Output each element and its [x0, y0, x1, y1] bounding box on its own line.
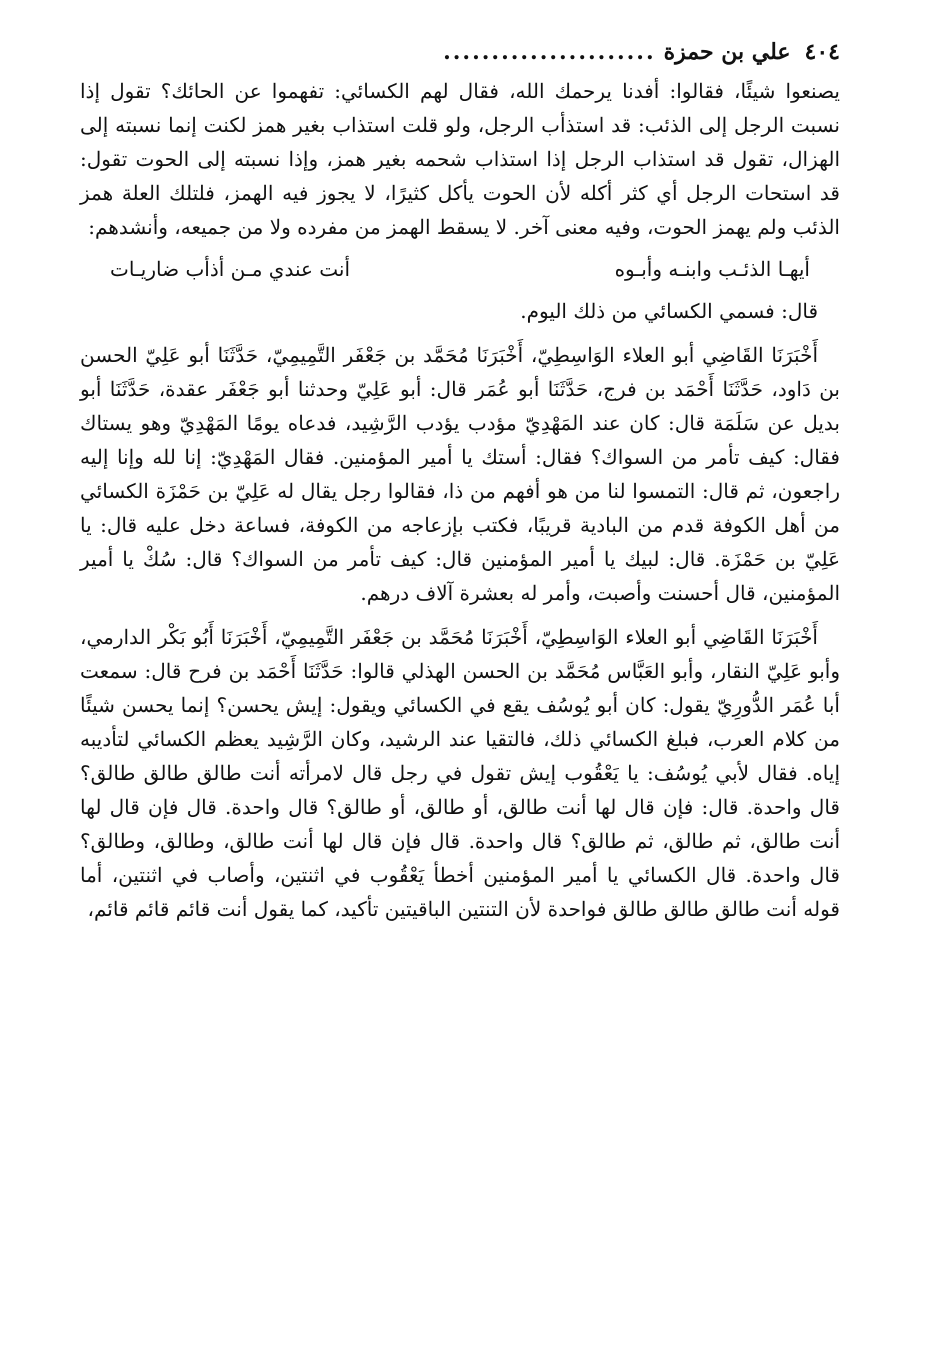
verse-first-hemistich: أيهـا الذئـب وابنـه وأبـوه — [614, 257, 810, 281]
header-dots: ...................... — [443, 39, 656, 65]
document-page — [80, 30, 840, 926]
paragraph: قال: فسمي الكسائي من ذلك اليوم. — [520, 299, 818, 323]
paragraph: أَخْبَرَنَا القَاضِي أبو العلاء الوَاسِطِيّ، أَخْبَرَنَا مُحَمَّد بن جَعْفَر التَّمِيمِيّ، أَخْبَرَنَا أَبُو بَكْر الدارمي، وأبو عَلِيّ النقار، وأبو العَبَّاس مُحَمَّد بن الحسن الهذلي قالوا: حَدَّثَنَا أَحْمَد بن فرح قال: سمعت أبا عُمَر الدُّورِيّ يقول: كان أبو يُوسُف يقع في الكسائي ويقول: إيش يحسن؟ إنما يحسن شيئًا من كلام العرب، فبلغ الكسائي ذلك، فالتقيا عند الرشيد، وكان الرَّشِيد يعظم الكسائي لتأديبه إياه. فقال لأبي يُوسُف: يا يَعْقُوب إيش تقول في رجل قال لامرأته أنت طالق طالق طالق؟ قال واحدة. قال: فإن قال لها أنت طالق، أو طالق، أو طالق؟ قال واحدة. قال فإن قال لها أنت طالق، ثم طالق، ثم طالق؟ قال واحدة. قال فإن قال لها أنت طالق، وطالق، وطالق؟ قال واحدة. قال الكسائي يا أمير المؤمنين أخطأ يَعْقُوب في اثنتين، وأصاب في اثنتين، أما قوله أنت طالق طالق طالق فواحدة لأن التنتين الباقيتين تأكيد، كما يقول أنت قائم قائم قائم، — [80, 625, 840, 921]
page-number: ٤٠٤ — [804, 39, 840, 65]
paragraph: أَخْبَرَنَا القَاضِي أبو العلاء الوَاسِطِيّ، أَخْبَرَنَا مُحَمَّد بن جَعْفَر التَّمِيمِيّ، حَدَّثَنَا أبو عَلِيّ الحسن بن دَاود، حَدَّثَنَا أَحْمَد بن فرج، حَدَّثَنَا أبو عُمَر قال: أبو عَلِيّ وحدثنا أبو جَعْفَر عقدة، حَدَّثَنَا أبو بديل عن سَلَمَة قال: كان عند المَهْدِيّ مؤدب يؤدب الرَّشِيد، فدعاه يومًا المَهْدِيّ وهو يستاك فقال: كيف تأمر من السواك؟ فقال: أستك يا أمير المؤمنين. فقال المَهْدِيّ: إنا لله وإنا إليه راجعون، ثم قال: التمسوا لنا من هو أفهم من ذا، فقالوا رجل يقال له عَلِيّ بن حَمْزَة الكسائي من أهل الكوفة قدم من البادية قريبًا، فكتب بإزعاجه من الكوفة، فساعة دخل عليه قال: يا عَلِيّ بن حَمْزَة. قال: لبيك يا أمير المؤمنين قال: كيف تأمر من السواك؟ قال: سُكْ يا أمير المؤمنين، قال أحسنت وأصبت، وأمر له بعشرة آلاف درهم. — [80, 343, 840, 605]
page-header — [80, 30, 840, 74]
poem-verse — [80, 244, 840, 294]
verse-second-hemistich: أنت عندي مـن أذأب ضاريـات — [110, 257, 351, 281]
paragraph: يصنعوا شيئًا، فقالوا: أفدنا يرحمك الله، فقال لهم الكسائي: تفهموا عن الحائك؟ تقول إذا نسبت الرجل إلى الذئب: قد استذأب الرجل، ولو قلت استذاب بغير همز لكنت إنما نسبته إلى الهزال، تقول قد استذاب الرجل إذا استذاب شحمه بغير همز، وإذا نسبته إلى الحوت تقول: قد استحات الرجل أي كثر أكله لأن الحوت يأكل كثيرًا، لا يجوز فيه الهمز، فلتلك العلة همز الذئب ولم يهمز الحوت، وفيه معنى آخر. لا يسقط الهمز من مفرده ولا من جميعه، وأنشدهم: — [80, 79, 840, 239]
running-title: علي بن حمزة — [663, 39, 791, 65]
body-text — [80, 74, 840, 926]
